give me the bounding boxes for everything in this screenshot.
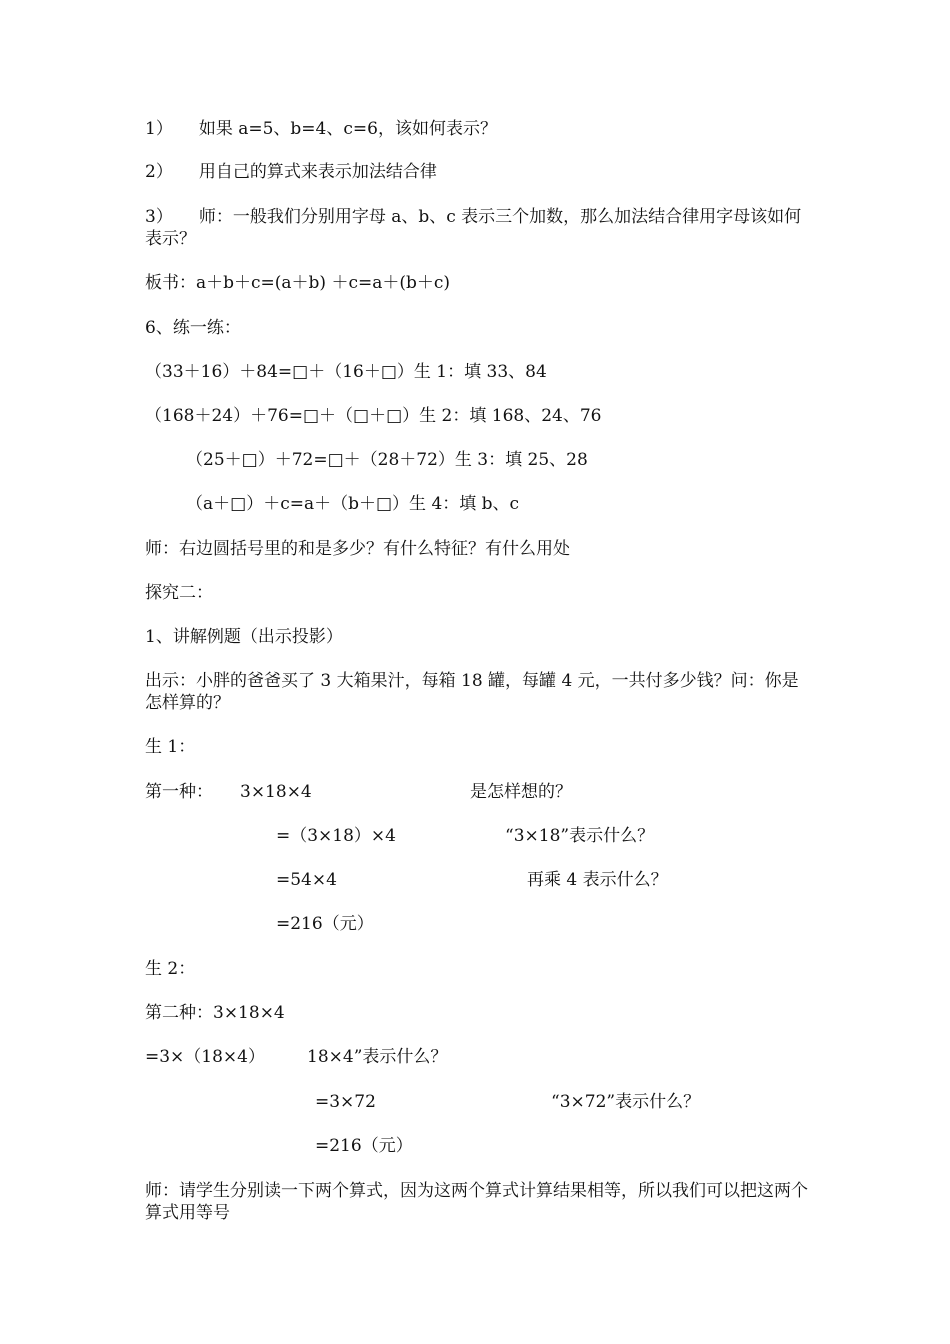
item-2-text: 用自己的算式来表示加法结合律 (198, 162, 437, 182)
practice-line-2: （168＋24）＋76=□＋（□＋□）生 2：填 168、24、76 (145, 406, 602, 426)
practice-line-4: （a＋□）＋c=a＋（b＋□）生 4：填 b、c (186, 494, 520, 514)
method-1-expression: 3×18×4 (240, 782, 312, 802)
item-3-text: 师：一般我们分别用字母 a、b、c 表示三个加数，那么加法结合律用字母该如何表示？ (145, 207, 802, 249)
method-1-step-1: =（3×18）×4 (276, 826, 396, 846)
method-1-question: 是怎样想的？ (470, 782, 572, 802)
teacher-question: 师：右边圆括号里的和是多少？有什么特征？有什么用处 (145, 539, 570, 559)
practice-heading: 6、练一练： (145, 318, 241, 338)
item-3 (145, 206, 810, 250)
method-2-result: =216（元） (315, 1136, 413, 1156)
section-heading: 探究二： (145, 583, 213, 603)
method-2-step-1: =3×（18×4） (145, 1047, 265, 1067)
example-heading: 1、讲解例题（出示投影） (145, 627, 343, 647)
item-1-text: 如果 a=5、b=4、c=6，该如何表示？ (198, 119, 497, 139)
method-1-label: 第一种： (145, 782, 213, 802)
method-2-step-1-question: 18×4”表示什么？ (307, 1047, 448, 1067)
method-2-label: 第二种：3×18×4 (145, 1003, 285, 1023)
item-3-number: 3） (145, 207, 173, 227)
teacher-conclusion: 师：请学生分别读一下两个算式，因为这两个算式计算结果相等，所以我们可以把这两个算式用等号 (145, 1181, 808, 1223)
item-1 (145, 118, 497, 140)
method-1-step-1-question: “3×18”表示什么？ (505, 826, 655, 846)
method-1-result: =216（元） (276, 914, 374, 934)
item-2-number: 2） (145, 162, 173, 182)
practice-line-1: （33＋16）＋84=□＋（16＋□）生 1：填 33、84 (145, 362, 547, 382)
method-2-step-2-question: “3×72”表示什么？ (551, 1092, 701, 1112)
item-1-number: 1） (145, 119, 173, 139)
method-1-step-2-question: 再乘 4 表示什么？ (527, 870, 668, 890)
student-1-label: 生 1： (145, 737, 196, 757)
method-1-step-2: =54×4 (276, 870, 337, 890)
board-writing: 板书：a＋b＋c=(a＋b) ＋c=a＋(b＋c) (145, 273, 451, 293)
student-2-label: 生 2： (145, 959, 196, 979)
practice-line-3: （25＋□）＋72=□＋（28＋72）生 3：填 25、28 (186, 450, 588, 470)
item-2 (145, 161, 437, 183)
method-2-step-2: =3×72 (315, 1092, 376, 1112)
example-problem: 出示：小胖的爸爸买了 3 大箱果汁，每箱 18 罐，每罐 4 元，一共付多少钱？问：你是怎样算的？ (145, 671, 799, 713)
